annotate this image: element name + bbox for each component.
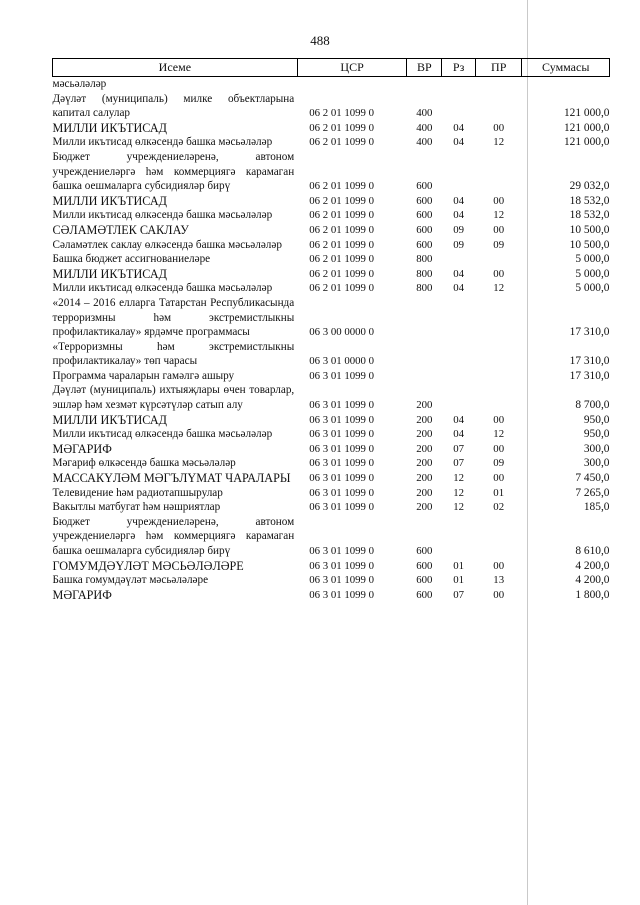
row-vr-code: 200	[416, 442, 433, 455]
row-vr-code: 600	[416, 574, 433, 587]
row-pr-code	[476, 77, 522, 92]
row-rz-code	[442, 340, 476, 369]
table-row	[53, 340, 610, 369]
row-rz-code	[442, 77, 476, 92]
row-rz-code: 04	[453, 282, 465, 295]
row-pr-code	[476, 150, 522, 194]
row-pr-code: 00	[493, 194, 505, 207]
row-sum: 18 532,0	[569, 209, 610, 222]
row-pr-code: 09	[493, 457, 505, 470]
row-sum: 17 310,0	[569, 369, 610, 382]
row-vr-code: 800	[416, 282, 433, 295]
table-row	[53, 442, 610, 457]
row-pr-code: 01	[493, 486, 505, 499]
row-name: Милли икътисад өлкәсендә башка мәсьәләләр	[52, 282, 273, 295]
row-sum: 8 700,0	[575, 399, 610, 412]
row-csr-code: 06 2 01 1099 0	[309, 223, 375, 236]
row-csr-code: 06 3 01 1099 0	[309, 559, 375, 572]
table-row	[53, 238, 610, 253]
row-vr-code: 200	[416, 486, 433, 499]
row-pr-code	[476, 369, 522, 384]
row-vr-code	[407, 369, 442, 384]
table-row	[53, 252, 610, 267]
row-sum: 10 500,0	[569, 238, 610, 251]
row-rz-code: 04	[453, 267, 465, 280]
row-name: МӘГАРИФ	[52, 441, 112, 456]
row-csr-code: 06 3 01 1099 0	[309, 472, 375, 485]
row-name: МӘГАРИФ	[52, 587, 112, 602]
row-rz-code: 12	[453, 501, 465, 514]
row-pr-code: 02	[493, 501, 505, 514]
row-pr-code	[476, 92, 522, 121]
row-rz-code: 07	[453, 457, 465, 470]
table-row	[53, 135, 610, 150]
row-csr-code: 06 2 01 1099 0	[309, 267, 375, 280]
row-csr-code: 06 2 01 1099 0	[309, 180, 375, 193]
budget-table	[52, 58, 610, 602]
row-sum: 7 450,0	[575, 472, 610, 485]
row-vr-code: 600	[416, 588, 433, 601]
row-csr-code: 06 3 01 1099 0	[309, 486, 375, 499]
row-sum: 7 265,0	[575, 486, 610, 499]
row-rz-code	[442, 92, 476, 121]
row-rz-code: 04	[453, 413, 465, 426]
row-vr-code: 600	[416, 223, 433, 236]
row-sum: 950,0	[583, 428, 610, 441]
row-pr-code: 12	[493, 136, 505, 149]
row-pr-code: 12	[493, 209, 505, 222]
row-rz-code: 01	[453, 574, 465, 587]
row-csr-code: 06 3 01 1099 0	[309, 399, 375, 412]
row-name: Милли икътисад өлкәсендә башка мәсьәләләр	[52, 428, 273, 441]
row-vr-code	[407, 340, 442, 369]
row-rz-code: 09	[453, 223, 465, 236]
row-rz-code	[442, 383, 476, 412]
row-vr-code: 600	[416, 238, 433, 251]
row-csr-code: 06 2 01 1099 0	[309, 194, 375, 207]
row-csr-code: 06 3 01 0000 0	[309, 355, 375, 368]
header-vr: ВР	[407, 59, 442, 77]
table-row	[53, 121, 610, 136]
row-name: Сәламәтлек саклау өлкәсендә башка мәсьәләләр	[52, 238, 282, 251]
row-csr-code: 06 2 01 1099 0	[309, 136, 375, 149]
table-row	[53, 471, 610, 486]
row-pr-code: 00	[493, 413, 505, 426]
row-rz-code: 09	[453, 238, 465, 251]
row-vr-code: 800	[416, 267, 433, 280]
table-row	[53, 194, 610, 209]
row-sum: 300,0	[583, 457, 610, 470]
row-rz-code: 12	[453, 486, 465, 499]
row-name: МИЛЛИ ИКЪТИСАД	[52, 412, 167, 427]
row-pr-code	[476, 515, 522, 559]
row-name: Дәүләт (муниципаль) милке объектларына капитал салулар	[52, 92, 295, 120]
row-name: мәсьәләләр	[52, 78, 107, 90]
row-pr-code: 00	[493, 223, 505, 236]
row-sum: 8 610,0	[575, 545, 610, 557]
table-row	[53, 208, 610, 223]
row-name: Бюджет учреждениеләренә, автоном учреждениеләргә һәм коммерциягә карамаган башка оешмаларга субсидияләр бирү	[52, 515, 295, 557]
row-vr-code	[407, 296, 442, 340]
row-sum: 5 000,0	[575, 282, 610, 295]
row-sum: 18 532,0	[569, 194, 610, 207]
row-name: МАССАКҮЛӘМ МӘГЪЛҮМАТ ЧАРАЛАРЫ	[52, 471, 291, 486]
row-name: Мәгариф өлкәсендә башка мәсьәләләр	[52, 457, 236, 470]
row-sum: 121 000,0	[563, 136, 610, 149]
row-csr-code: 06 3 01 1099 0	[309, 442, 375, 455]
row-csr-code: 06 3 01 1099 0	[309, 457, 375, 470]
row-name: МИЛЛИ ИКЪТИСАД	[52, 193, 167, 208]
row-rz-code: 04	[453, 428, 465, 441]
header-name: Исеме	[53, 59, 298, 77]
table-row	[53, 223, 610, 238]
table-row	[53, 267, 610, 282]
row-csr-code: 06 3 01 1099 0	[309, 413, 375, 426]
row-csr-code: 06 3 01 1099 0	[309, 545, 375, 557]
row-name: Вакытлы матбугат һәм нәшриятлар	[52, 501, 221, 514]
row-rz-code	[442, 252, 476, 267]
row-name: МИЛЛИ ИКЪТИСАД	[52, 266, 167, 281]
row-pr-code: 00	[493, 472, 505, 485]
row-name: Дәүләт (муниципаль) ихтыяҗлары өчен товарлар, эшләр һәм хезмәт күрсәтүләр сатып алу	[52, 384, 295, 412]
row-pr-code: 00	[493, 442, 505, 455]
row-csr-code: 06 3 01 1099 0	[309, 428, 375, 441]
row-sum: 5 000,0	[575, 253, 610, 266]
table-row	[53, 588, 610, 603]
row-name: Башка гомумдәүләт мәсьәләләре	[52, 574, 209, 587]
row-sum: 5 000,0	[575, 267, 610, 280]
table-row	[53, 427, 610, 442]
row-vr-code: 400	[416, 107, 433, 120]
row-rz-code: 12	[453, 472, 465, 485]
row-sum: 4 200,0	[575, 574, 610, 587]
page-number: 488	[310, 33, 330, 48]
row-vr-code: 600	[416, 194, 433, 207]
row-csr-code: 06 2 01 1099 0	[309, 107, 375, 120]
header-pr: ПР	[476, 59, 522, 77]
row-sum: 300,0	[583, 442, 610, 455]
row-pr-code	[476, 296, 522, 340]
row-name: Бюджет учреждениеләренә, автоном учреждениеләргә һәм коммерциягә карамаган башка оешмаларга субсидияләр бирү	[52, 150, 295, 193]
row-rz-code: 04	[453, 136, 465, 149]
row-vr-code: 200	[416, 472, 433, 485]
table-row	[53, 296, 610, 340]
row-sum: 4 200,0	[575, 559, 610, 572]
row-vr-code: 200	[416, 399, 433, 412]
table-row	[53, 515, 610, 559]
row-sum: 121 000,0	[563, 121, 610, 134]
row-name: МИЛЛИ ИКЪТИСАД	[52, 120, 167, 135]
row-vr-code: 200	[416, 428, 433, 441]
row-pr-code: 12	[493, 282, 505, 295]
header-rz: Рз	[442, 59, 476, 77]
row-csr-code: 06 2 01 1099 0	[309, 209, 375, 222]
row-pr-code: 12	[493, 428, 505, 441]
row-csr-code: 06 2 01 1099 0	[309, 121, 375, 134]
row-rz-code	[442, 150, 476, 194]
row-sum: 185,0	[583, 501, 610, 514]
row-vr-code: 200	[416, 457, 433, 470]
row-sum: 17 310,0	[569, 326, 610, 339]
row-vr-code: 400	[416, 136, 433, 149]
row-rz-code: 04	[453, 194, 465, 207]
row-name: Милли икътисад өлкәсендә башка мәсьәләләр	[52, 209, 273, 222]
row-vr-code: 800	[416, 253, 433, 266]
header-csr: ЦСР	[297, 59, 407, 77]
row-rz-code: 07	[453, 588, 465, 601]
row-vr-code: 600	[416, 209, 433, 222]
table-row	[53, 77, 610, 92]
row-pr-code	[476, 252, 522, 267]
row-pr-code: 00	[493, 559, 505, 572]
row-vr-code: 600	[416, 545, 433, 557]
row-rz-code: 04	[453, 209, 465, 222]
row-vr-code: 200	[416, 501, 433, 514]
row-name: Башка бюджет ассигнованиеләре	[52, 253, 211, 266]
table-row	[53, 369, 610, 384]
table-row	[53, 150, 610, 194]
table-row	[53, 559, 610, 574]
table-row	[53, 456, 610, 471]
row-pr-code	[476, 340, 522, 369]
row-csr-code: 06 2 01 1099 0	[309, 282, 375, 295]
row-sum	[522, 77, 610, 92]
row-csr-code: 06 3 01 1099 0	[309, 369, 375, 382]
header-row	[53, 59, 610, 77]
table-row	[53, 573, 610, 588]
header-sum: Суммасы	[522, 59, 610, 77]
row-pr-code	[476, 383, 522, 412]
row-name: Программа чараларын гамәлгә ашыру	[52, 369, 235, 382]
row-sum: 950,0	[583, 413, 610, 426]
row-rz-code	[442, 369, 476, 384]
table-row	[53, 92, 610, 121]
table-header	[53, 59, 610, 77]
row-pr-code: 13	[493, 574, 505, 587]
table-row	[53, 486, 610, 501]
row-sum: 121 000,0	[563, 107, 610, 120]
row-csr-code: 06 3 01 1099 0	[309, 574, 375, 587]
row-vr-code: 600	[416, 559, 433, 572]
row-pr-code: 09	[493, 238, 505, 251]
row-name: Телевидение һәм радиотапшырулар	[52, 486, 223, 499]
row-name: ГОМУМДӘҮЛӘТ МӘСЬӘЛӘЛӘРЕ	[52, 558, 244, 573]
row-vr-code: 400	[416, 121, 433, 134]
row-sum: 1 800,0	[575, 588, 610, 601]
row-rz-code	[442, 515, 476, 559]
row-vr-code: 200	[416, 413, 433, 426]
budget-table-container	[52, 58, 610, 602]
row-rz-code: 01	[453, 559, 465, 572]
table-row	[53, 383, 610, 412]
row-name: «Терроризмны һәм экстремистлыкны профилактикалау» төп чарасы	[52, 340, 295, 368]
row-csr-code	[297, 77, 407, 92]
table-row	[53, 281, 610, 296]
row-name: СӘЛАМӘТЛЕК САКЛАУ	[52, 222, 189, 237]
row-pr-code: 00	[493, 267, 505, 280]
row-sum: 10 500,0	[569, 223, 610, 236]
row-csr-code: 06 3 01 1099 0	[309, 501, 375, 514]
row-vr-code: 600	[416, 180, 433, 193]
table-body	[53, 77, 610, 603]
row-csr-code: 06 3 00 0000 0	[309, 326, 375, 339]
row-rz-code: 07	[453, 442, 465, 455]
row-csr-code: 06 2 01 1099 0	[309, 253, 375, 266]
row-csr-code: 06 2 01 1099 0	[309, 238, 375, 251]
table-row	[53, 500, 610, 515]
row-rz-code	[442, 296, 476, 340]
row-sum: 17 310,0	[569, 355, 610, 368]
row-vr-code	[407, 77, 442, 92]
row-rz-code: 04	[453, 121, 465, 134]
row-pr-code: 00	[493, 588, 505, 601]
row-name: «2014 – 2016 елларга Татарстан Республикасында терроризмны һәм экстремистлыкны профилактикалау» ярдәмче программасы	[52, 296, 295, 339]
table-row	[53, 413, 610, 428]
row-name: Милли икътисад өлкәсендә башка мәсьәләләр	[52, 136, 273, 149]
row-csr-code: 06 3 01 1099 0	[309, 588, 375, 601]
row-sum: 29 032,0	[569, 180, 610, 193]
row-pr-code: 00	[493, 121, 505, 134]
